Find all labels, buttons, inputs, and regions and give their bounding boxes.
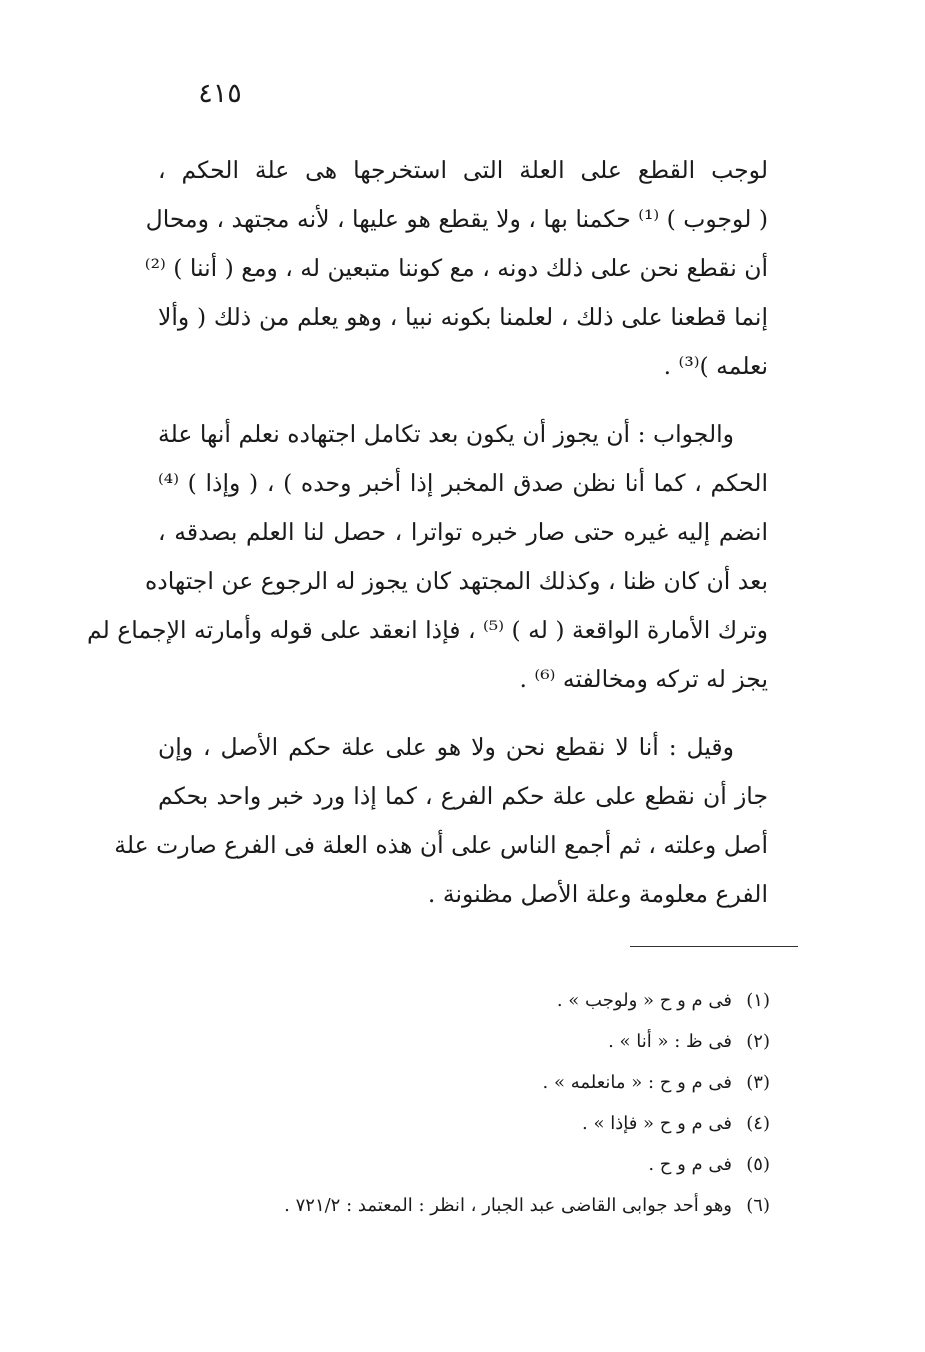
text-line: انضم إليه غيره حتى صار خبره تواترا ، حصل لنا العلم بصدقه ،: [158, 518, 768, 546]
footnotes: [170, 980, 770, 1226]
footnote-number: (٥): [746, 1154, 770, 1175]
text-line: يجز له تركه ومخالفته ⁽⁶⁾ .: [519, 665, 768, 693]
footnote-text: فى م و ح « فإذا » .: [582, 1113, 732, 1134]
footnote: [170, 1062, 770, 1103]
text-line: الحكم ، كما أنا نظن صدق المخبر إذا أخبر وحده ) ، ( وإذا ) ⁽⁴⁾: [158, 469, 768, 497]
footnote-number: (٤): [746, 1113, 770, 1134]
footnote-divider: [630, 946, 798, 947]
text-line: أن نقطع نحن على ذلك دونه ، مع كوننا متبعين له ، ومع ( أننا ) ⁽²⁾: [144, 254, 768, 282]
footnote: [170, 1021, 770, 1062]
text-line: والجواب : أن يجوز أن يكون بعد تكامل اجتهاده نعلم أنها علة: [158, 420, 734, 448]
page-number: ٤١٥: [198, 78, 242, 109]
footnote-text: فى م و ح « ولوجب » .: [556, 990, 732, 1011]
text-line: أصل وعلته ، ثم أجمع الناس على أن هذه العلة فى الفرع صارت علة: [114, 831, 768, 859]
text-line: وقيل : أنا لا نقطع نحن ولا هو على علة حكم الأصل ، وإن: [158, 733, 734, 761]
footnote-number: (٢): [746, 1031, 770, 1052]
paragraph-1: [144, 146, 768, 391]
footnote-number: (٣): [746, 1072, 770, 1093]
footnote: [170, 1185, 770, 1226]
text-line: إنما قطعنا على ذلك ، لعلمنا بكونه نبيا ، وهو يعلم من ذلك ( وألا: [158, 303, 768, 331]
paragraph-3: [114, 723, 768, 919]
footnote-text: فى م و ح : « مانعلمه » .: [542, 1072, 732, 1093]
text-line: لوجب القطع على العلة التى استخرجها هى علة الحكم ،: [158, 156, 768, 184]
footnote-text: فى ظ : « أنا » .: [608, 1031, 732, 1052]
footnote-number: (٦): [746, 1195, 770, 1216]
footnote-text: فى م و ح .: [648, 1154, 732, 1175]
text-line: جاز أن نقطع على علة حكم الفرع ، كما إذا ورد خبر واحد بحكم: [158, 782, 768, 810]
text-line: ( لوجوب ) ⁽¹⁾ حكمنا بها ، ولا يقطع هو عليها ، لأنه مجتهد ، ومحال: [145, 205, 768, 233]
footnote: [170, 980, 770, 1021]
paragraph-2: [87, 410, 768, 704]
text-line: بعد أن كان ظنا ، وكذلك المجتهد كان يجوز له الرجوع عن اجتهاده: [144, 567, 768, 595]
text-line: الفرع معلومة وعلة الأصل مظنونة .: [427, 880, 768, 908]
footnote-number: (١): [746, 990, 770, 1011]
footnote-text: وهو أحد جوابى القاضى عبد الجبار ، انظر : المعتمد : ٧٢١/٢ .: [284, 1195, 732, 1216]
body-text: [87, 146, 768, 938]
text-line: وترك الأمارة الواقعة ( له ) ⁽⁵⁾ ، فإذا انعقد على قوله وأمارته الإجماع لم: [87, 616, 768, 644]
footnote: [170, 1144, 770, 1185]
text-line: نعلمه )⁽³⁾ .: [663, 352, 768, 380]
footnote: [170, 1103, 770, 1144]
